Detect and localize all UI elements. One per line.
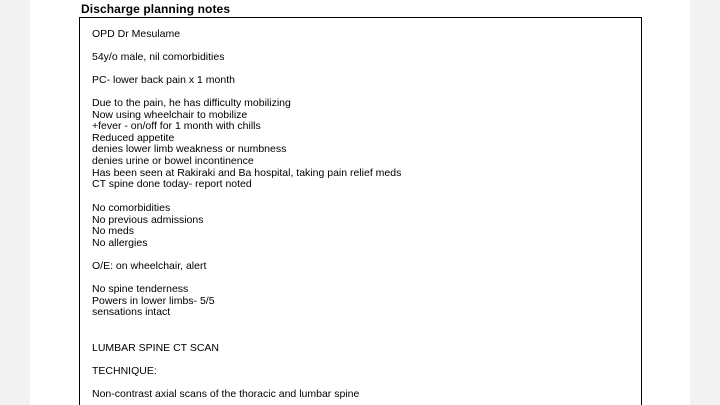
note-line: 54y/o male, nil comorbidities <box>92 51 225 63</box>
note-line: No spine tenderness <box>92 283 189 295</box>
section-heading: LUMBAR SPINE CT SCAN <box>92 342 219 354</box>
note-line: sensations intact <box>92 306 171 319</box>
note-line: No allergies <box>92 236 148 249</box>
document-page <box>30 0 690 405</box>
note-line: PC- lower back pain x 1 month <box>92 74 235 86</box>
note-line: Non-contrast axial scans of the thoracic and lumbar spine <box>92 388 360 400</box>
note-line: Has been seen at Rakiraki and Ba hospital, taking pain relief meds <box>92 166 402 179</box>
note-line: O/E: on wheelchair, alert <box>92 260 207 272</box>
note-line: Now using wheelchair to mobilize <box>92 108 248 121</box>
note-line: No previous admissions <box>92 213 204 226</box>
note-line: Powers in lower limbs- 5/5 <box>92 294 215 307</box>
note-line: Reduced appetite <box>92 131 175 144</box>
note-line: +fever - on/off for 1 month with chills <box>92 120 261 133</box>
note-line: Due to the pain, he has difficulty mobilizing <box>92 97 291 109</box>
note-line: denies urine or bowel incontinence <box>92 155 254 167</box>
section-heading: TECHNIQUE: <box>92 365 157 377</box>
page-title: Discharge planning notes <box>81 2 231 16</box>
note-line: No comorbidities <box>92 202 171 214</box>
note-line: CT spine done today- report noted <box>92 178 252 191</box>
note-line: No meds <box>92 225 135 238</box>
note-line: OPD Dr Mesulame <box>92 28 181 40</box>
note-line: denies lower limb weakness or numbness <box>92 143 287 156</box>
